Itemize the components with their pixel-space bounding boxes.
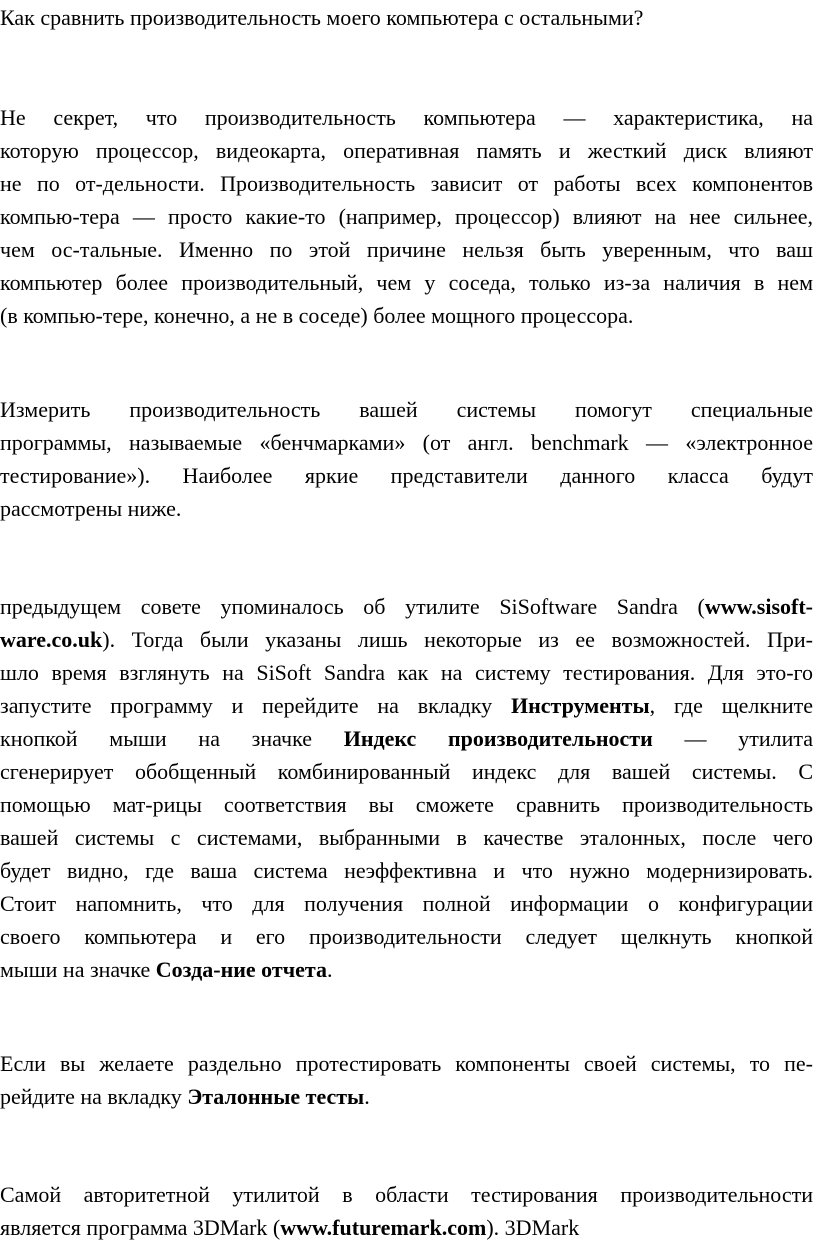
link-sisoftware: www.sisoft- [704,594,813,619]
paragraph-line: Измерить производительность вашей системы помогут специальные [0,397,813,422]
paragraph-line: Если вы желаете раздельно протестировать компоненты своей системы, то пе- [0,1051,813,1076]
paragraph-line: программы, называемые «бенчмарками» (от англ. benchmark — «электронное [0,430,813,455]
paragraph-line: компью-тера — просто какие-то (например, процессор) влияют на нее сильнее, [0,204,813,229]
paragraph-line: которую процессор, видеокарта, оперативная память и жесткий диск влияют [0,138,813,163]
document-title: Как сравнить производительность моего компьютера с остальными? [0,5,644,30]
paragraph-line: рассмотрены ниже. [0,496,182,521]
link-futuremark: www.futuremark.com [280,1215,487,1240]
paragraph-line: шло время взглянуть на SiSoft Sandra как на систему тестирования. Для это-го [0,660,813,685]
term-performance-index: Индекс производительности [343,726,653,751]
paragraph-line: рейдите на вкладку Эталонные тесты. [0,1084,370,1109]
paragraph-line: сгенерирует обобщенный комбинированный индекс для вашей системы. С [0,759,813,784]
paragraph-line: ware.co.uk). Тогда были указаны лишь некоторые из ее возможностей. При- [0,627,813,652]
paragraph-line: компьютер более производительный, чем у соседа, только из-за наличия в нем [0,270,813,295]
paragraph-line: своего компьютера и его производительности следует щелкнуть кнопкой [0,924,813,949]
paragraph-line: не по от-дельности. Производительность зависит от работы всех компонентов [0,171,813,196]
paragraph-line: запустите программу и перейдите на вкладку Инструменты, где щелкните [0,693,814,718]
paragraph-line: предыдущем совете упоминалось об утилите SiSoftware Sandra (www.sisoft- [0,594,813,619]
paragraph-line: (в компью-тере, конечно, а не в соседе) более мощного процессора. [0,303,634,328]
paragraph-line: вашей системы с системами, выбранными в качестве эталонных, после чего [0,825,813,850]
paragraph-line: Не секрет, что производительность компьютера — характеристика, на [0,105,813,130]
paragraph-line: помощью мат-рицы соответствия вы сможете сравнить производительность [0,792,813,817]
paragraph-line: кнопкой мыши на значке Индекс производительности — утилита [0,726,814,751]
link-sisoftware-cont: ware.co.uk [0,627,103,652]
term-tools-tab: Инструменты [510,693,650,718]
paragraph-line: чем ос-тальные. Именно по этой причине нельзя быть уверенным, что ваш [0,237,813,262]
term-create-report: Созда-ние отчета [155,957,327,982]
paragraph-line: Самой авторитетной утилитой в области тестирования производительности [0,1182,813,1207]
paragraph-line: Стоит напомнить, что для получения полной информации о конфигурации [0,891,813,916]
term-benchmark-tests: Эталонные тесты [187,1084,365,1109]
paragraph-line: мыши на значке Созда-ние отчета. [0,957,333,982]
paragraph-line: будет видно, где ваша система неэффективна и что нужно модернизировать. [0,858,813,883]
paragraph-line: тестирование»). Наиболее яркие представители данного класса будут [0,463,813,488]
paragraph-line: является программа 3DMark (www.futuremark.com). 3DMark [0,1215,580,1240]
